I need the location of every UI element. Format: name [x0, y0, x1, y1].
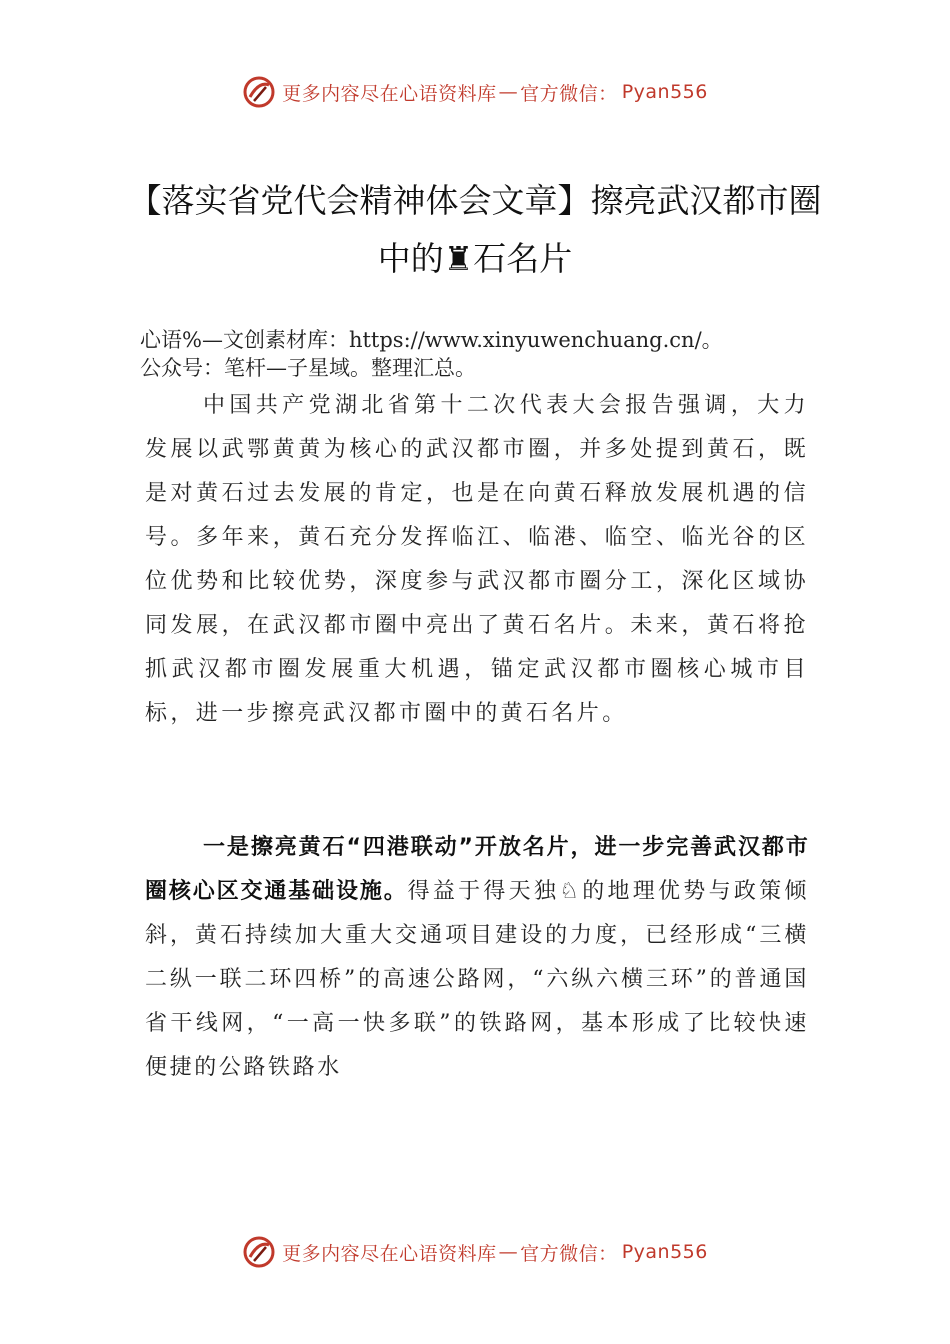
watermark-text: 更多内容尽在心语资料库 [282, 82, 497, 105]
header-watermark [0, 72, 950, 112]
watermark-contact-id: Pyan556 [621, 1241, 708, 1263]
body-paragraph-intro: 中国共产党湖北省第十二次代表大会报告强调，大力发展以武鄂黄黄为核心的武汉都市圈，并多处提到黄石，既是对黄石过去发展的肯定，也是在向黄石释放发展机遇的信号。多年来，黄石充分发挥临江、临港、临空、临光谷的区位优势和比较优势，深度参与武汉都市圈分工，深化区域协同发展，在武汉都市圈中亮出了黄石名片。未来，黄石将抢抓武汉都市圈发展重大机遇，锚定武汉都市圈核心城市目标，进一步擦亮武汉都市圈中的黄石名片。 [145, 393, 809, 726]
point-one-heading: 一是擦亮黄石“四港联动”开放名片，进一步完善武汉都市圈核心区交通基础设施。 [145, 835, 809, 904]
source-line-account: 公众号：笔杆—子星域。整理汇总。 [140, 356, 476, 380]
watermark-contact-id: Pyan556 [621, 81, 708, 103]
source-note [140, 326, 830, 382]
brand-logo-icon [242, 1235, 276, 1269]
document-title: 【落实省党代会精神体会文章】擦亮武汉都市圈中的♜石名片 [128, 181, 822, 279]
watermark-text: 更多内容尽在心语资料库 [282, 1242, 497, 1265]
watermark-separator: — [498, 1241, 519, 1263]
watermark-contact-label: 官方微信： [520, 1242, 618, 1265]
body-paragraph-point-one [145, 826, 809, 1090]
source-line-website: 心语%—文创素材库：https://www.xinyuwenchuang.cn/。 [140, 328, 723, 352]
watermark-separator: — [498, 81, 519, 103]
brand-logo-icon [242, 75, 276, 109]
watermark-contact-label: 官方微信： [520, 82, 618, 105]
point-one-body: 得益于得天独♘的地理优势与政策倾斜，黄石持续加大重大交通项目建设的力度，已经形成“三横二纵一联二环四桥”的高速公路网，“六纵六横三环”的普通国省干线网，“一高一快多联”的铁路网，基本形成了比较快速便捷的公路铁路水 [145, 879, 809, 1080]
footer-watermark [0, 1232, 950, 1272]
